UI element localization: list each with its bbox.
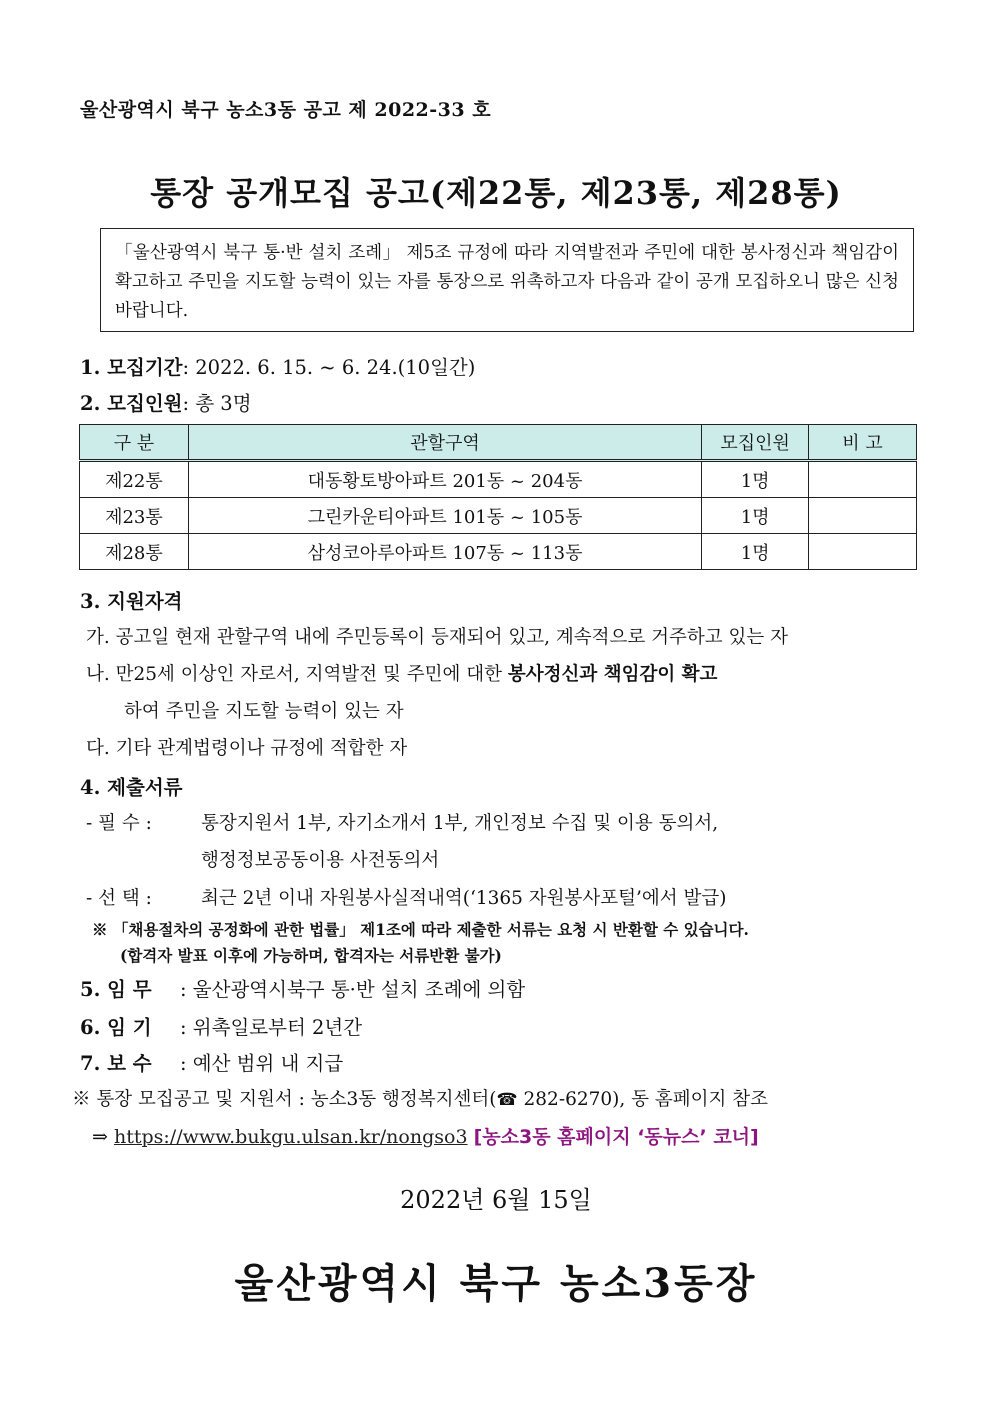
signer: 울산광역시 북구 농소3동장 bbox=[234, 1260, 758, 1307]
reference-prefix: ※ 통장 모집공고 및 지원서 : 농소3동 행정복지센터( bbox=[72, 1089, 497, 1110]
qualification-item-a: 가. 공고일 현재 관할구역 내에 주민등록이 등재되어 있고, 계속적으로 거주하고 있는 자 bbox=[86, 627, 788, 648]
recruit-period bbox=[80, 352, 475, 380]
table-header: 모집인원 bbox=[702, 425, 809, 461]
table-row bbox=[80, 461, 917, 498]
table-cell: 제22통 bbox=[80, 461, 189, 498]
arrow-icon: ⇒ bbox=[92, 1126, 108, 1148]
qualification-item-b-text: 나. 만25세 이상인 자로서, 지역발전 및 주민에 대한 bbox=[86, 664, 508, 685]
documents-optional: 최근 2년 이내 자원봉사실적내역(‘1365 자원봉사포털’에서 발급) bbox=[201, 888, 727, 909]
page-title: 통장 공개모집 공고(제22통, 제23통, 제28통) bbox=[150, 174, 842, 212]
duty-line bbox=[80, 974, 525, 1002]
headcount-value: : 총 3명 bbox=[182, 392, 252, 415]
qualification-item-b bbox=[86, 660, 717, 686]
table-cell: 삼성코아루아파트 107동 ~ 113동 bbox=[188, 534, 701, 570]
documents-note-2: (합격자 발표 이후에 가능하며, 합격자는 서류반환 불가) bbox=[120, 946, 502, 965]
recruit-table bbox=[79, 424, 917, 570]
table-header: 구 분 bbox=[80, 425, 189, 461]
table-cell: 제28통 bbox=[80, 534, 189, 570]
reference-phone: 282-6270), 동 홈페이지 참조 bbox=[517, 1089, 768, 1110]
pay-label: 7. 보 수 bbox=[80, 1052, 152, 1075]
period-label: 1. 모집기간 bbox=[80, 356, 183, 379]
term-label: 6. 임 기 bbox=[80, 1016, 152, 1039]
pay-line bbox=[80, 1048, 343, 1076]
table-cell: 1명 bbox=[702, 461, 809, 498]
recruit-headcount bbox=[80, 388, 252, 416]
table-cell: 그린카운티아파트 101동 ~ 105동 bbox=[188, 498, 701, 534]
documents-required-2: 행정정보공동이용 사전동의서 bbox=[201, 850, 440, 871]
qualification-item-b-bold: 봉사정신과 책임감이 확고 bbox=[507, 664, 718, 685]
table-header: 관할구역 bbox=[188, 425, 701, 461]
documents-required-1: 통장지원서 1부, 자기소개서 1부, 개인정보 수집 및 이용 동의서, bbox=[201, 813, 719, 834]
table-row bbox=[80, 534, 917, 570]
duty-value: : 울산광역시북구 통·반 설치 조례에 의함 bbox=[180, 978, 526, 1001]
table-cell: 대동황토방아파트 201동 ~ 204동 bbox=[188, 461, 701, 498]
documents-note-1: ※ 「채용절차의 공정화에 관한 법률」 제1조에 따라 제출한 서류는 요청 시 반환할 수 있습니다. bbox=[92, 920, 749, 939]
pay-value: : 예산 범위 내 지급 bbox=[180, 1052, 344, 1075]
duty-label: 5. 임 무 bbox=[80, 978, 152, 1001]
table-cell: 1명 bbox=[702, 498, 809, 534]
notice-number: 울산광역시 북구 농소3동 공고 제 2022-33 호 bbox=[80, 99, 492, 121]
table-cell: 제23통 bbox=[80, 498, 189, 534]
table-row bbox=[80, 498, 917, 534]
reference-line bbox=[72, 1085, 768, 1111]
documents-heading: 4. 제출서류 bbox=[80, 776, 183, 799]
period-value: : 2022. 6. 15. ~ 6. 24.(10일간) bbox=[182, 356, 476, 379]
qualification-heading: 3. 지원자격 bbox=[80, 590, 183, 613]
term-value: : 위촉일로부터 2년간 bbox=[180, 1016, 363, 1039]
table-cell: 1명 bbox=[702, 534, 809, 570]
qualification-item-c: 다. 기타 관계법령이나 규정에 적합한 자 bbox=[86, 738, 408, 759]
phone-icon: ☎ bbox=[496, 1090, 518, 1110]
table-header: 비 고 bbox=[809, 425, 917, 461]
documents-required-label: - 필 수 : bbox=[86, 813, 152, 834]
table-cell bbox=[809, 498, 917, 534]
headcount-label: 2. 모집인원 bbox=[80, 392, 183, 415]
table-cell bbox=[809, 461, 917, 498]
term-line bbox=[80, 1012, 362, 1040]
intro-box: 「울산광역시 북구 통·반 설치 조례」 제5조 규정에 따라 지역발전과 주민에 대한 봉사정신과 책임감이 확고하고 주민을 지도할 능력이 있는 자를 통장으로 위촉하고자 다음과 같이 공개 모집하오니 많은 신청바랍니다. bbox=[100, 228, 914, 332]
table-header-row bbox=[80, 425, 917, 461]
homepage-link[interactable]: https://www.bukgu.ulsan.kr/nongso3 bbox=[113, 1126, 468, 1148]
qualification-item-b-cont: 하여 주민을 지도할 능력이 있는 자 bbox=[124, 701, 404, 722]
homepage-line bbox=[92, 1122, 759, 1149]
table-cell bbox=[809, 534, 917, 570]
notice-date: 2022년 6월 15일 bbox=[400, 1186, 592, 1214]
homepage-corner: [농소3동 홈페이지 ‘동뉴스’ 코너] bbox=[473, 1126, 759, 1148]
documents-optional-label: - 선 택 : bbox=[86, 888, 152, 909]
